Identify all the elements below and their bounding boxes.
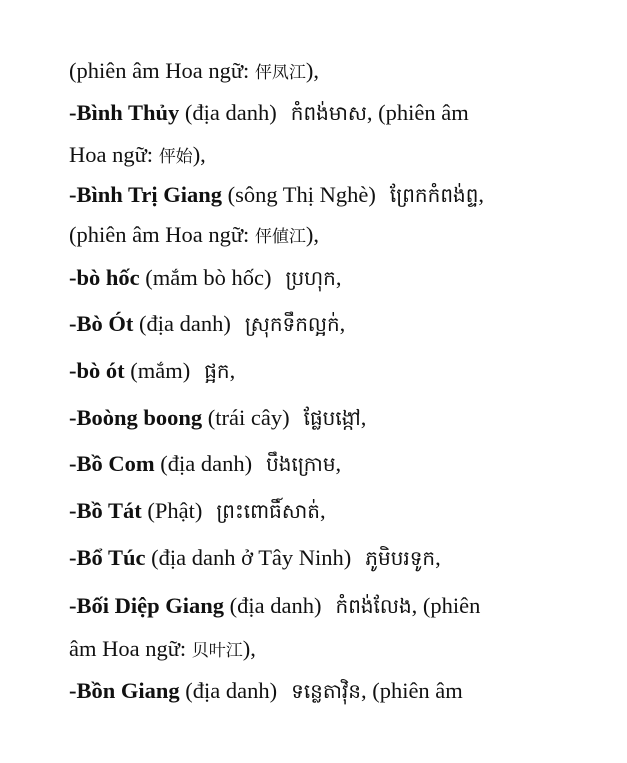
entry-tail: , (phiên	[411, 593, 481, 618]
entry-description: (sông Thị Nghè)	[221, 182, 376, 207]
note-text: âm Hoa ngữ:	[69, 636, 192, 661]
entry-term: -Bình Trị Giang	[69, 182, 222, 207]
entry-term: -bò hốc	[69, 265, 140, 290]
continuation-line	[69, 634, 567, 666]
entry-description: (địa danh)	[224, 593, 322, 618]
dictionary-entry	[69, 496, 567, 526]
khmer-translation: កំពង់លែង	[335, 594, 412, 618]
entry-tail: ,	[360, 405, 367, 430]
entry-tail: ,	[229, 358, 236, 383]
dictionary-entry	[69, 263, 567, 293]
dictionary-entry	[69, 591, 567, 621]
khmer-translation: កំពង់មាស	[290, 101, 367, 125]
entry-tail: ,	[339, 311, 346, 336]
dictionary-entry	[69, 449, 567, 479]
entry-description: (địa danh)	[133, 311, 231, 336]
entry-tail: ,	[335, 451, 342, 476]
chinese-characters: 伻始	[158, 147, 193, 167]
entry-description: (Phật)	[141, 498, 203, 523]
note-close: ),	[305, 222, 320, 247]
entry-term: -Bồn Giang	[69, 678, 180, 703]
continuation-line	[69, 56, 567, 88]
dictionary-entry	[69, 356, 567, 386]
entry-description: (địa danh)	[179, 100, 277, 125]
entry-description: (địa danh)	[179, 678, 278, 703]
dictionary-entry	[69, 676, 567, 706]
entry-term: -Bình Thủy	[69, 100, 180, 125]
khmer-translation: ប្រហុក	[285, 266, 336, 290]
entry-description: (địa danh ở Tây Ninh)	[145, 545, 352, 570]
continuation-line	[69, 140, 567, 172]
dictionary-entry	[69, 543, 567, 573]
dictionary-entry	[69, 403, 567, 433]
entry-description: (trái cây)	[202, 405, 290, 430]
continuation-line	[69, 220, 567, 252]
entry-tail: ,	[478, 182, 485, 207]
note-text: (phiên âm Hoa ngữ:	[69, 222, 255, 247]
khmer-translation: ព្រះពោធិ៍សាត់	[216, 499, 320, 523]
entry-term: -Bối Diệp Giang	[69, 593, 225, 618]
entry-term: -bò ót	[69, 358, 125, 383]
entry-term: -Bò Ót	[69, 311, 134, 336]
chinese-characters: 伻凤江	[254, 63, 306, 83]
note-text: Hoa ngữ:	[69, 142, 159, 167]
dictionary-entry	[69, 309, 567, 339]
khmer-translation: ផ្លែបង្កៅ	[303, 406, 361, 430]
entry-term: -Bổ Túc	[69, 545, 146, 570]
entry-tail: ,	[435, 545, 441, 570]
entry-term: -Bồ Tát	[69, 498, 142, 523]
khmer-translation: ទន្លេតាវ៉ិន	[291, 679, 361, 703]
dictionary-entry	[69, 98, 567, 128]
entry-tail: ,	[335, 265, 342, 290]
khmer-translation: ផ្អក	[204, 359, 230, 383]
entry-tail: , (phiên âm	[366, 100, 469, 125]
khmer-translation: ភូមិបរទូក	[365, 546, 436, 570]
note-close: ),	[192, 142, 206, 167]
chinese-characters: 伻値江	[254, 227, 306, 247]
dictionary-entry	[69, 180, 567, 210]
entry-description: (địa danh)	[154, 451, 253, 476]
note-close: ),	[305, 58, 320, 83]
entry-term: -Boòng boong	[69, 405, 203, 430]
khmer-translation: ស្រុកទឹកល្អក់	[244, 312, 340, 336]
note-close: ),	[242, 636, 256, 661]
khmer-translation: ព្រែកកំពង់ព្ទ	[389, 183, 479, 207]
entry-tail: , (phiên âm	[360, 678, 463, 703]
khmer-translation: បឹងក្រោម	[266, 452, 336, 476]
entry-description: (mắm)	[124, 358, 191, 383]
entry-term: -Bồ Com	[69, 451, 155, 476]
chinese-characters: 贝叶江	[191, 641, 243, 661]
entry-description: (mắm bò hốc)	[139, 265, 272, 290]
note-text: (phiên âm Hoa ngữ:	[69, 58, 255, 83]
entry-tail: ,	[319, 498, 326, 523]
